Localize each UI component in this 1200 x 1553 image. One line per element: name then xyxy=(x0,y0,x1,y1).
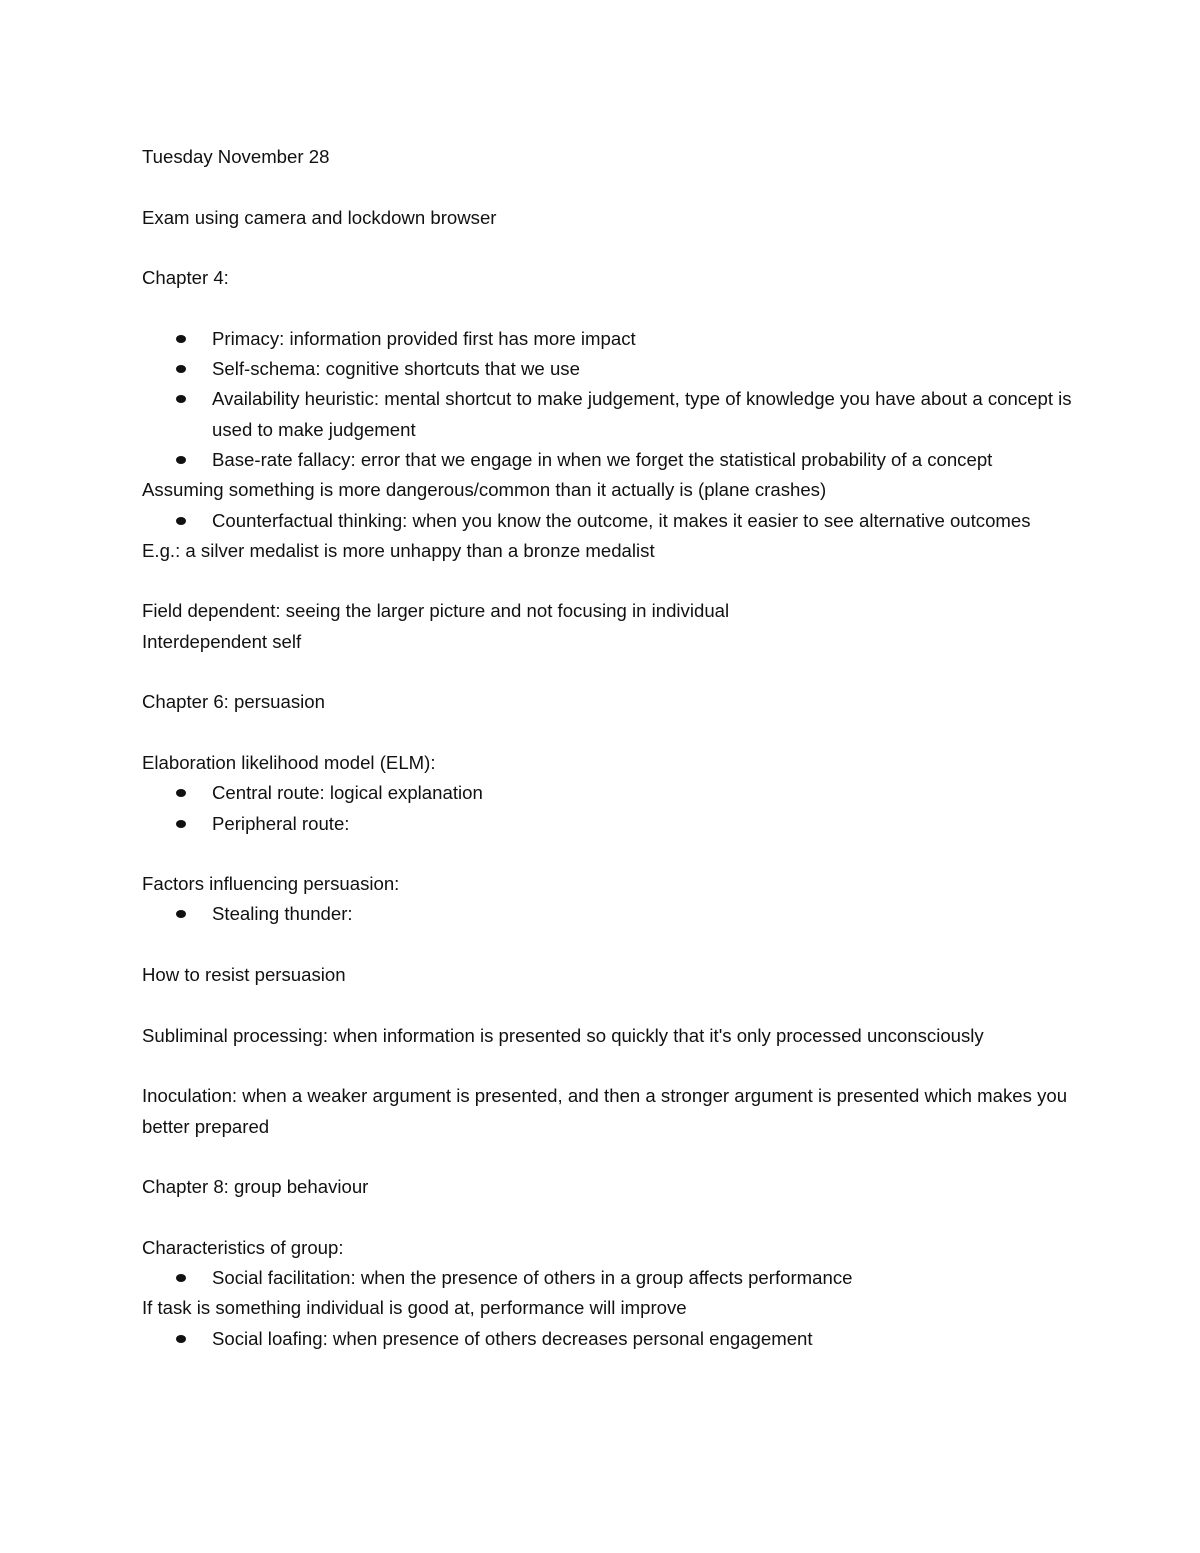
date-heading: Tuesday November 28 xyxy=(142,146,330,167)
bullet-icon xyxy=(176,820,186,828)
chapter-4-heading: Chapter 4: xyxy=(142,267,229,289)
bullet-text: Counterfactual thinking: when you know the outcome, it makes it easier to see alternative outcomes xyxy=(212,509,1031,531)
bullet-icon xyxy=(176,365,186,373)
social-loafing-bullet-list xyxy=(142,1324,1082,1354)
bullet-item-social-facilitation xyxy=(142,1263,1082,1293)
bullet-item-availability-heuristic xyxy=(142,384,1082,445)
bullet-text: Availability heuristic: mental shortcut to make judgement, type of knowledge you have about a concept is used to make judgement xyxy=(212,388,1072,440)
field-dependent-note: Field dependent: seeing the larger picture and not focusing in individual xyxy=(142,600,730,622)
bullet-text: Base-rate fallacy: error that we engage in when we forget the statistical probability of a concept xyxy=(212,448,993,470)
bullet-icon xyxy=(176,395,186,403)
factors-bullet-list xyxy=(142,899,1082,929)
blank-line xyxy=(142,930,1082,960)
factors-heading: Factors influencing persuasion: xyxy=(142,873,400,895)
chapter-6-heading: Chapter 6: persuasion xyxy=(142,691,325,713)
bullet-item-central-route xyxy=(142,778,1082,808)
blank-line xyxy=(142,718,1082,748)
blank-line xyxy=(142,990,1082,1020)
bullet-item-counterfactual xyxy=(142,506,1082,536)
blank-line xyxy=(142,233,1082,263)
blank-line xyxy=(142,172,1082,202)
bullet-icon xyxy=(176,517,186,525)
bullet-text: Stealing thunder: xyxy=(212,903,353,925)
counterfactual-bullet-list xyxy=(142,506,1082,536)
bullet-icon xyxy=(176,1274,186,1282)
characteristics-heading: Characteristics of group: xyxy=(142,1236,344,1258)
elm-heading: Elaboration likelihood model (ELM): xyxy=(142,751,436,773)
bullet-item-social-loafing xyxy=(142,1324,1082,1354)
bullet-icon xyxy=(176,910,186,918)
blank-line xyxy=(142,1142,1082,1172)
blank-line xyxy=(142,566,1082,596)
exam-note: Exam using camera and lockdown browser xyxy=(142,206,497,228)
bullet-text: Social loafing: when presence of others decreases personal engagement xyxy=(212,1327,813,1349)
bullet-item-primacy xyxy=(142,324,1082,354)
blank-line xyxy=(142,1051,1082,1081)
bullet-text: Social facilitation: when the presence of others in a group affects performance xyxy=(212,1266,853,1288)
counterfactual-example: E.g.: a silver medalist is more unhappy than a bronze medalist xyxy=(142,539,655,561)
bullet-text: Peripheral route: xyxy=(212,812,350,834)
blank-line xyxy=(142,293,1082,323)
inoculation-note: Inoculation: when a weaker argument is presented, and then a stronger argument is presented which makes you better prepared xyxy=(142,1085,1068,1137)
bullet-text: Central route: logical explanation xyxy=(212,782,483,804)
bullet-item-self-schema xyxy=(142,354,1082,384)
blank-line xyxy=(142,1202,1082,1232)
bullet-icon xyxy=(176,335,186,343)
blank-line xyxy=(142,657,1082,687)
bullet-item-base-rate-fallacy xyxy=(142,445,1082,475)
bullet-item-peripheral-route xyxy=(142,809,1082,839)
facilitation-note: If task is something individual is good at, performance will improve xyxy=(142,1297,687,1319)
base-rate-example: Assuming something is more dangerous/common than it actually is (plane crashes) xyxy=(142,479,827,501)
bullet-text: Self-schema: cognitive shortcuts that we use xyxy=(212,358,580,380)
bullet-icon xyxy=(176,1335,186,1343)
elm-bullet-list xyxy=(142,778,1082,839)
bullet-text: Primacy: information provided first has more impact xyxy=(212,327,636,349)
chapter-8-heading: Chapter 8: group behaviour xyxy=(142,1176,369,1198)
social-facilitation-bullet-list xyxy=(142,1263,1082,1293)
resist-persuasion-note: How to resist persuasion xyxy=(142,964,346,986)
interdependent-self-note: Interdependent self xyxy=(142,630,302,652)
bullet-icon xyxy=(176,456,186,464)
subliminal-processing-note: Subliminal processing: when information is presented so quickly that it's only processed unconsciously xyxy=(142,1024,984,1046)
notes-body xyxy=(142,142,1082,1354)
bullet-icon xyxy=(176,789,186,797)
bullet-item-stealing-thunder xyxy=(142,899,1082,929)
blank-line xyxy=(142,839,1082,869)
chapter-4-bullet-list xyxy=(142,324,1082,475)
